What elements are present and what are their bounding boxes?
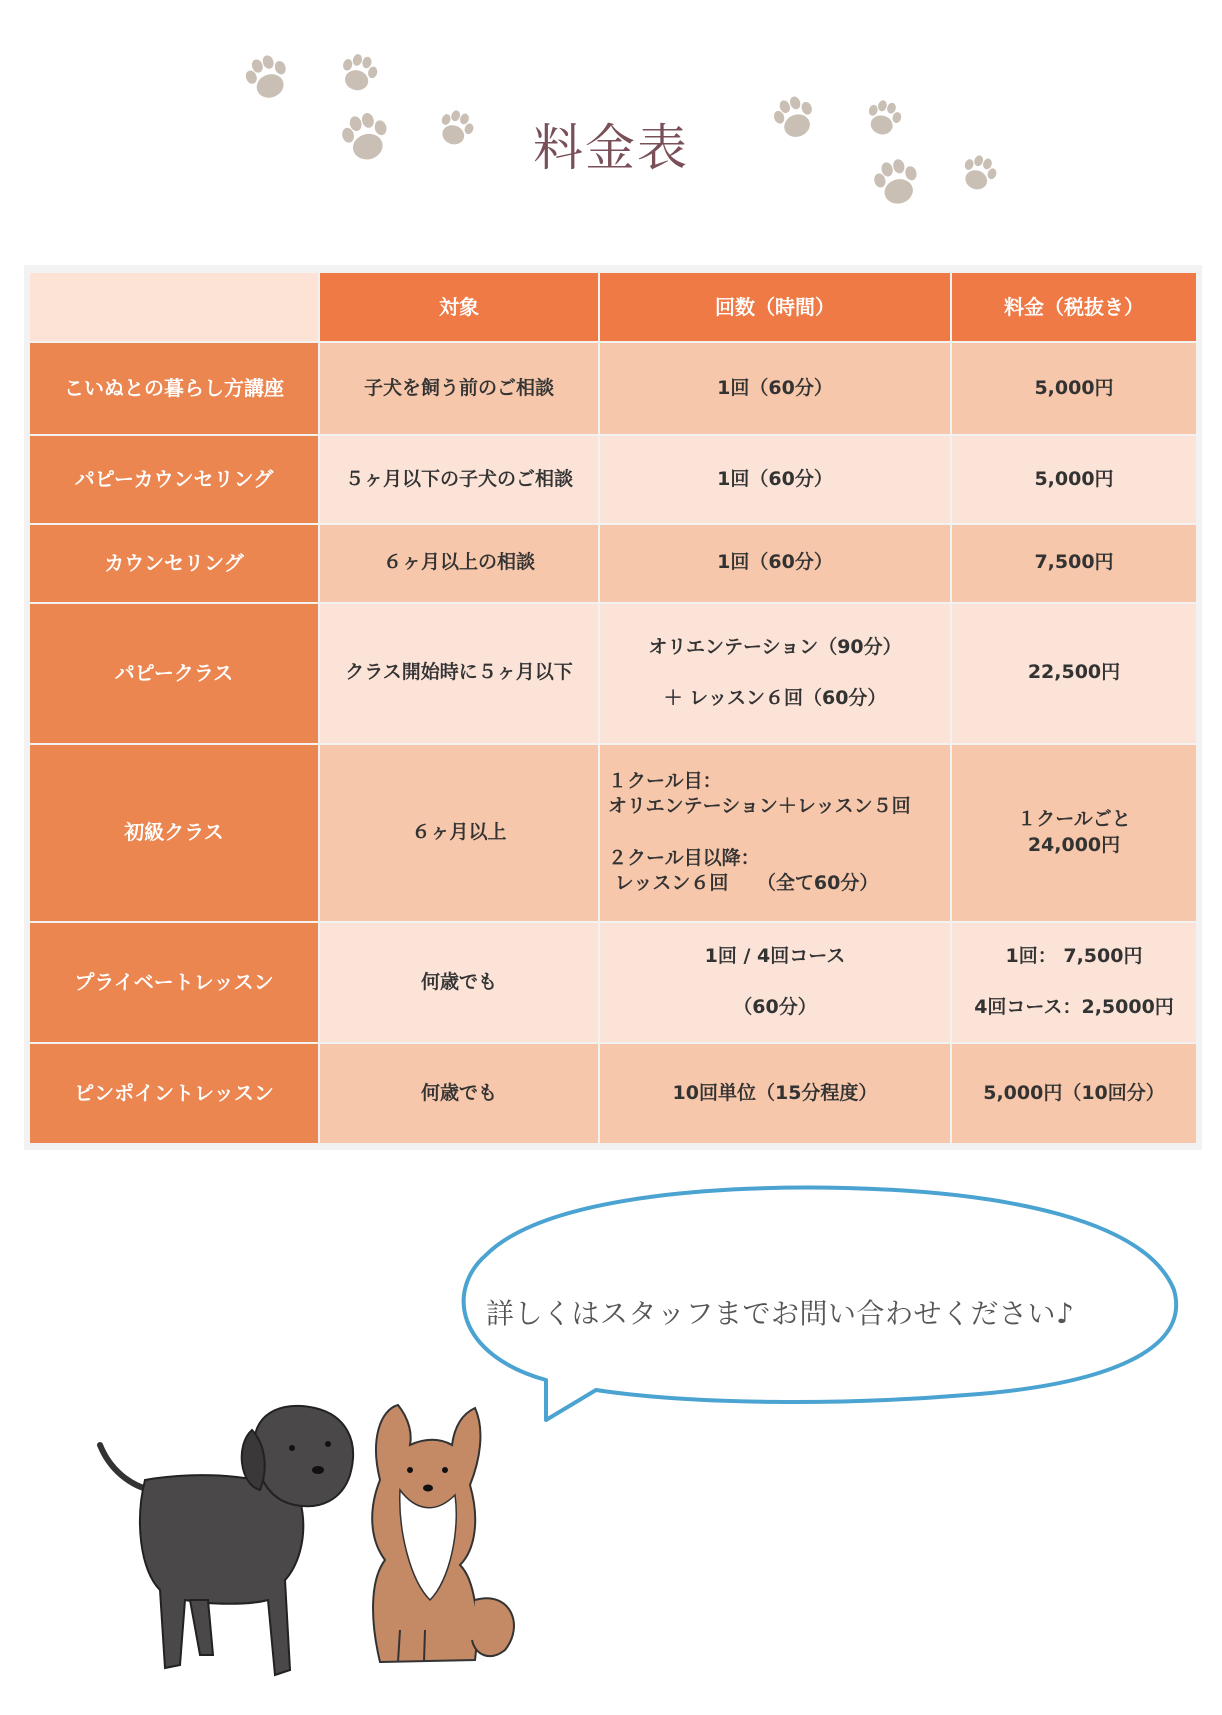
table-row — [29, 922, 1197, 1043]
course-price — [951, 744, 1197, 922]
course-price: 22,500円 — [951, 603, 1197, 744]
course-target: 何歳でも — [319, 1043, 599, 1144]
course-sessions — [599, 744, 951, 922]
course-name: パピーカウンセリング — [29, 435, 319, 524]
course-price — [951, 922, 1197, 1043]
table-row — [29, 744, 1197, 922]
header-target: 対象 — [319, 272, 599, 342]
course-sessions: 10回単位（15分程度） — [599, 1043, 951, 1144]
sessions-line: １クール目： — [608, 769, 722, 792]
price-line: １クールごと — [1017, 808, 1131, 831]
sessions-line: オリエンテーション＋レッスン５回 — [608, 795, 911, 818]
course-sessions: 1回（60分） — [599, 524, 951, 603]
price-line: 24,000円 — [1027, 833, 1121, 856]
price-table — [28, 271, 1198, 1145]
price-line: 1回： 7,500円 — [1005, 944, 1143, 967]
black-dog-icon — [100, 1406, 353, 1675]
course-target: ６ヶ月以上 — [319, 744, 599, 922]
header-corner — [29, 272, 319, 342]
sheltie-dog-icon — [372, 1405, 514, 1662]
sessions-line: オリエンテーション（90分） — [648, 635, 902, 658]
price-line: 4回コース：2,5000円 — [974, 996, 1174, 1019]
course-price: 5,000円 — [951, 435, 1197, 524]
paw-icon — [338, 51, 381, 94]
course-name: プライベートレッスン — [29, 922, 319, 1043]
sessions-line: ２クール目以降： — [608, 846, 760, 869]
course-target: クラス開始時に５ヶ月以下 — [319, 603, 599, 744]
course-name: パピークラス — [29, 603, 319, 744]
table-row — [29, 435, 1197, 524]
price-table-container — [24, 265, 1202, 1150]
course-price: 5,000円 — [951, 342, 1197, 435]
course-sessions — [599, 922, 951, 1043]
sessions-line: レッスン６回 （全て60分） — [608, 872, 879, 895]
course-sessions: 1回（60分） — [599, 342, 951, 435]
table-header-row — [29, 272, 1197, 342]
course-target: 子犬を飼う前のご相談 — [319, 342, 599, 435]
table-row — [29, 342, 1197, 435]
paw-icon — [241, 51, 294, 104]
header-price: 料金（税抜き） — [951, 272, 1197, 342]
course-target: ５ヶ月以下の子犬のご相談 — [319, 435, 599, 524]
dogs-illustration — [80, 1400, 600, 1700]
course-sessions — [599, 603, 951, 744]
sessions-line: （60分） — [733, 996, 817, 1019]
table-row — [29, 603, 1197, 744]
course-name: こいぬとの暮らし方講座 — [29, 342, 319, 435]
table-row — [29, 524, 1197, 603]
sessions-line: ＋ レッスン６回（60分） — [663, 687, 887, 710]
course-target: ６ヶ月以上の相談 — [319, 524, 599, 603]
course-price: 7,500円 — [951, 524, 1197, 603]
course-target: 何歳でも — [319, 922, 599, 1043]
header-sessions: 回数（時間） — [599, 272, 951, 342]
course-name: ピンポイントレッスン — [29, 1043, 319, 1144]
sessions-line: 1回 / 4回コース — [704, 944, 846, 967]
table-row — [29, 1043, 1197, 1144]
course-name: 初級クラス — [29, 744, 319, 922]
course-sessions: 1回（60分） — [599, 435, 951, 524]
page-title: 料金表 — [533, 119, 689, 177]
course-name: カウンセリング — [29, 524, 319, 603]
course-price: 5,000円（10回分） — [951, 1043, 1197, 1144]
bubble-text: 詳しくはスタッフまでお問い合わせください♪ — [486, 1297, 1075, 1330]
